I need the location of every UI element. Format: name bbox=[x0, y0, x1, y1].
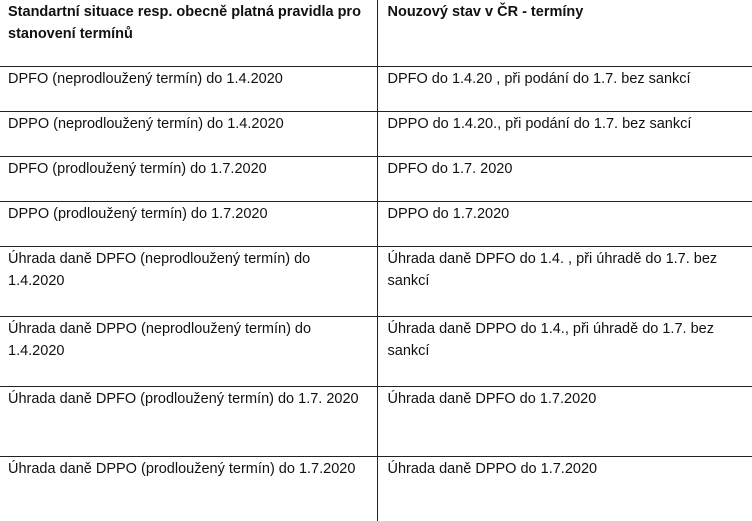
cell-text: DPFO do 1.7. 2020 bbox=[387, 161, 513, 177]
cell-standard bbox=[0, 157, 377, 202]
header-cell-standard bbox=[0, 0, 377, 67]
header-cell-emergency bbox=[377, 0, 752, 67]
cell-text: Úhrada daně DPPO (neprodloužený termín) do 1.4.2020 bbox=[8, 321, 312, 359]
cell-text: Úhrada daně DPFO (prodloužený termín) do 1.7. 2020 bbox=[8, 391, 359, 407]
table-header-row bbox=[0, 0, 752, 67]
cell-text: DPFO (neprodloužený termín) do 1.4.2020 bbox=[8, 71, 283, 87]
table-row bbox=[0, 157, 752, 202]
cell-standard bbox=[0, 247, 377, 317]
table-row bbox=[0, 202, 752, 247]
cell-text: DPPO do 1.7.2020 bbox=[387, 206, 510, 222]
cell-standard bbox=[0, 202, 377, 247]
cell-text: Úhrada daně DPFO do 1.4. , při úhradě do 1.7. bez sankcí bbox=[387, 251, 718, 289]
table-row bbox=[0, 457, 752, 521]
table-row bbox=[0, 67, 752, 112]
table-row bbox=[0, 387, 752, 457]
cell-text: Úhrada daně DPPO do 1.7.2020 bbox=[387, 461, 598, 477]
cell-emergency bbox=[377, 457, 752, 521]
cell-emergency bbox=[377, 157, 752, 202]
cell-text: DPFO (prodloužený termín) do 1.7.2020 bbox=[8, 161, 267, 177]
cell-standard bbox=[0, 67, 377, 112]
cell-text: Úhrada daně DPFO (neprodloužený termín) do 1.4.2020 bbox=[8, 251, 311, 289]
cell-standard bbox=[0, 112, 377, 157]
cell-standard bbox=[0, 457, 377, 521]
cell-text: Úhrada daně DPFO do 1.7.2020 bbox=[387, 391, 597, 407]
table-row bbox=[0, 247, 752, 317]
cell-standard bbox=[0, 317, 377, 387]
cell-standard bbox=[0, 387, 377, 457]
cell-emergency bbox=[377, 247, 752, 317]
cell-text: Úhrada daně DPPO (prodloužený termín) do 1.7.2020 bbox=[8, 461, 356, 477]
table-row bbox=[0, 317, 752, 387]
cell-emergency bbox=[377, 317, 752, 387]
header-text-emergency: Nouzový stav v ČR - termíny bbox=[387, 4, 584, 20]
cell-emergency bbox=[377, 387, 752, 457]
cell-emergency bbox=[377, 112, 752, 157]
cell-text: DPPO (neprodloužený termín) do 1.4.2020 bbox=[8, 116, 284, 132]
cell-text: DPFO do 1.4.20 , při podání do 1.7. bez sankcí bbox=[387, 71, 691, 87]
table-row bbox=[0, 112, 752, 157]
cell-emergency bbox=[377, 67, 752, 112]
cell-text: Úhrada daně DPPO do 1.4., při úhradě do 1.7. bez sankcí bbox=[387, 321, 714, 359]
cell-text: DPPO (prodloužený termín) do 1.7.2020 bbox=[8, 206, 268, 222]
header-text-standard: Standartní situace resp. obecně platná pravidla pro stanovení termínů bbox=[8, 4, 361, 42]
cell-emergency bbox=[377, 202, 752, 247]
cell-text: DPPO do 1.4.20., při podání do 1.7. bez sankcí bbox=[387, 116, 692, 132]
